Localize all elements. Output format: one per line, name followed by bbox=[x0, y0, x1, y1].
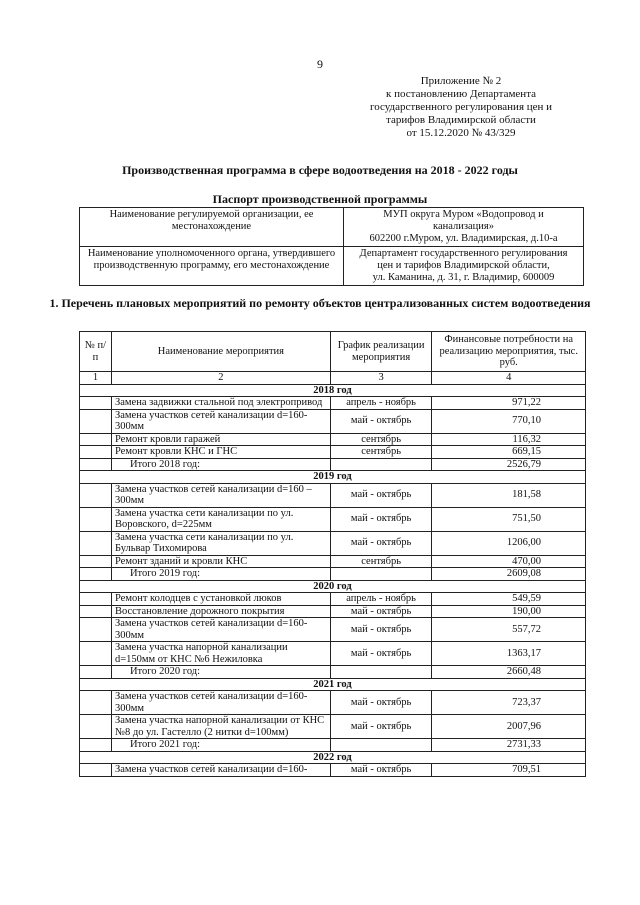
section-title: 1. Перечень плановых мероприятий по ремонту объектов централизованных систем водоотведения bbox=[49, 296, 591, 310]
year-row bbox=[80, 678, 586, 691]
column-number: 1 bbox=[80, 372, 112, 385]
appendix-line: к постановлению Департамента bbox=[385, 88, 537, 100]
column-number: 4 bbox=[432, 372, 586, 385]
table-row bbox=[80, 691, 586, 715]
work-amount: 190,00 bbox=[432, 605, 586, 618]
total-label: Итого 2019 год: bbox=[111, 568, 330, 581]
work-schedule: май - октябрь bbox=[330, 715, 432, 739]
work-amount: 971,22 bbox=[432, 397, 586, 410]
work-name: Замена участка сети канализации по ул. Бульвар Тихомирова bbox=[111, 531, 330, 555]
passport-value-line: ул. Каманина, д. 31, г. Владимир, 600009 bbox=[372, 272, 555, 283]
year-label: 2021 год bbox=[80, 678, 586, 691]
table-row bbox=[80, 715, 586, 739]
passport-label: Наименование регулируемой организации, ее местонахождение bbox=[80, 208, 344, 247]
page-number: 9 bbox=[317, 57, 323, 71]
work-schedule: май - октябрь bbox=[330, 691, 432, 715]
year-label: 2018 год bbox=[80, 384, 586, 397]
total-amount: 2731,33 bbox=[432, 739, 586, 752]
passport-value-line: МУП округа Муром «Водопровод и bbox=[383, 209, 544, 220]
work-amount: 2007,96 bbox=[432, 715, 586, 739]
header-row bbox=[80, 332, 586, 372]
passport-value-line: цен и тарифов Владимирской области, bbox=[377, 260, 550, 271]
passport-row bbox=[80, 208, 584, 247]
total-row bbox=[80, 739, 586, 752]
table-row bbox=[80, 593, 586, 606]
work-amount: 751,50 bbox=[432, 507, 586, 531]
work-amount: 770,10 bbox=[432, 409, 586, 433]
year-label: 2019 год bbox=[80, 471, 586, 484]
table-row bbox=[80, 605, 586, 618]
year-row bbox=[80, 580, 586, 593]
header-cell-finance: Финансовые потребности на реализацию мероприятия, тыс. руб. bbox=[432, 332, 586, 372]
total-label: Итого 2020 год: bbox=[111, 666, 330, 679]
table-row bbox=[80, 446, 586, 459]
total-row bbox=[80, 666, 586, 679]
work-schedule: май - октябрь bbox=[330, 409, 432, 433]
table-row bbox=[80, 618, 586, 642]
passport-table bbox=[79, 207, 584, 286]
passport-row bbox=[80, 247, 584, 286]
works-table bbox=[79, 331, 586, 777]
total-amount: 2526,79 bbox=[432, 458, 586, 471]
work-schedule: май - октябрь bbox=[330, 642, 432, 666]
total-label: Итого 2018 год: bbox=[111, 458, 330, 471]
table-row bbox=[80, 531, 586, 555]
table-row bbox=[80, 642, 586, 666]
work-amount: 669,15 bbox=[432, 446, 586, 459]
year-row bbox=[80, 471, 586, 484]
table-row bbox=[80, 433, 586, 446]
work-name: Замена участков сетей канализации d=160-300мм bbox=[111, 409, 330, 433]
work-name: Замена задвижки стальной под электропривод bbox=[111, 397, 330, 410]
work-schedule: май - октябрь bbox=[330, 483, 432, 507]
header-cell-number: № п/п bbox=[80, 332, 112, 372]
work-amount: 1363,17 bbox=[432, 642, 586, 666]
passport-value bbox=[344, 247, 584, 286]
work-name: Ремонт кровли КНС и ГНС bbox=[111, 446, 330, 459]
passport-value-line: канализация» bbox=[433, 221, 494, 232]
work-name: Ремонт зданий и кровли КНС bbox=[111, 555, 330, 568]
work-schedule: апрель - ноябрь bbox=[330, 593, 432, 606]
work-amount: 557,72 bbox=[432, 618, 586, 642]
total-row bbox=[80, 458, 586, 471]
work-schedule: май - октябрь bbox=[330, 618, 432, 642]
appendix-line: Приложение № 2 bbox=[420, 75, 502, 87]
table-row bbox=[80, 507, 586, 531]
work-schedule: сентябрь bbox=[330, 555, 432, 568]
total-amount: 2609,08 bbox=[432, 568, 586, 581]
appendix-line: государственного регулирования цен и bbox=[369, 101, 553, 113]
year-label: 2022 год bbox=[80, 751, 586, 764]
work-amount: 470,00 bbox=[432, 555, 586, 568]
total-label: Итого 2021 год: bbox=[111, 739, 330, 752]
work-name: Замена участков сетей канализации d=160 – 300мм bbox=[111, 483, 330, 507]
work-schedule: май - октябрь bbox=[330, 605, 432, 618]
table-row bbox=[80, 409, 586, 433]
total-row bbox=[80, 568, 586, 581]
work-amount: 116,32 bbox=[432, 433, 586, 446]
table-row bbox=[80, 555, 586, 568]
work-name: Восстановление дорожного покрытия bbox=[111, 605, 330, 618]
work-amount: 723,37 bbox=[432, 691, 586, 715]
passport-value-line: Департамент государственного регулирования bbox=[359, 248, 568, 259]
year-row bbox=[80, 751, 586, 764]
work-schedule: сентябрь bbox=[330, 433, 432, 446]
header-cell-name: Наименование мероприятия bbox=[111, 332, 330, 372]
appendix-block bbox=[346, 75, 576, 140]
table-row bbox=[80, 483, 586, 507]
table-row bbox=[80, 764, 586, 777]
work-name: Замена участков сетей канализации d=160-300мм bbox=[111, 618, 330, 642]
document-title: Производственная программа в сфере водоотведения на 2018 - 2022 годы bbox=[122, 163, 518, 177]
work-name: Ремонт колодцев с установкой люков bbox=[111, 593, 330, 606]
column-number-row bbox=[80, 372, 586, 385]
work-schedule: апрель - ноябрь bbox=[330, 397, 432, 410]
table-row bbox=[80, 397, 586, 410]
passport-value bbox=[344, 208, 584, 247]
header-cell-schedule: График реализации мероприятия bbox=[330, 332, 432, 372]
work-name: Замена участка сети канализации по ул. Воровского, d=225мм bbox=[111, 507, 330, 531]
work-name: Замена участков сетей канализации d=160- bbox=[111, 764, 330, 777]
appendix-line: тарифов Владимирской области bbox=[386, 114, 536, 126]
total-amount: 2660,48 bbox=[432, 666, 586, 679]
work-amount: 181,58 bbox=[432, 483, 586, 507]
column-number: 3 bbox=[330, 372, 432, 385]
passport-value-line: 602200 г.Муром, ул. Владимирская, д.10-а bbox=[369, 233, 558, 244]
year-label: 2020 год bbox=[80, 580, 586, 593]
work-name: Замена участков сетей канализации d=160-300мм bbox=[111, 691, 330, 715]
appendix-line: от 15.12.2020 № 43/329 bbox=[406, 127, 516, 139]
work-amount: 709,51 bbox=[432, 764, 586, 777]
passport-heading: Паспорт производственной программы bbox=[212, 192, 428, 206]
work-name: Замена участка напорной канализации d=150мм от КНС №6 Нежиловка bbox=[111, 642, 330, 666]
work-schedule: сентябрь bbox=[330, 446, 432, 459]
column-number: 2 bbox=[111, 372, 330, 385]
passport-label: Наименование уполномоченного органа, утвердившего производственную программу, его местонахождение bbox=[80, 247, 344, 286]
work-schedule: май - октябрь bbox=[330, 507, 432, 531]
work-name: Замена участка напорной канализации от КНС №8 до ул. Гастелло (2 нитки d=100мм) bbox=[111, 715, 330, 739]
year-row bbox=[80, 384, 586, 397]
work-amount: 549,59 bbox=[432, 593, 586, 606]
work-name: Ремонт кровли гаражей bbox=[111, 433, 330, 446]
work-amount: 1206,00 bbox=[432, 531, 586, 555]
work-schedule: май - октябрь bbox=[330, 531, 432, 555]
work-schedule: май - октябрь bbox=[330, 764, 432, 777]
